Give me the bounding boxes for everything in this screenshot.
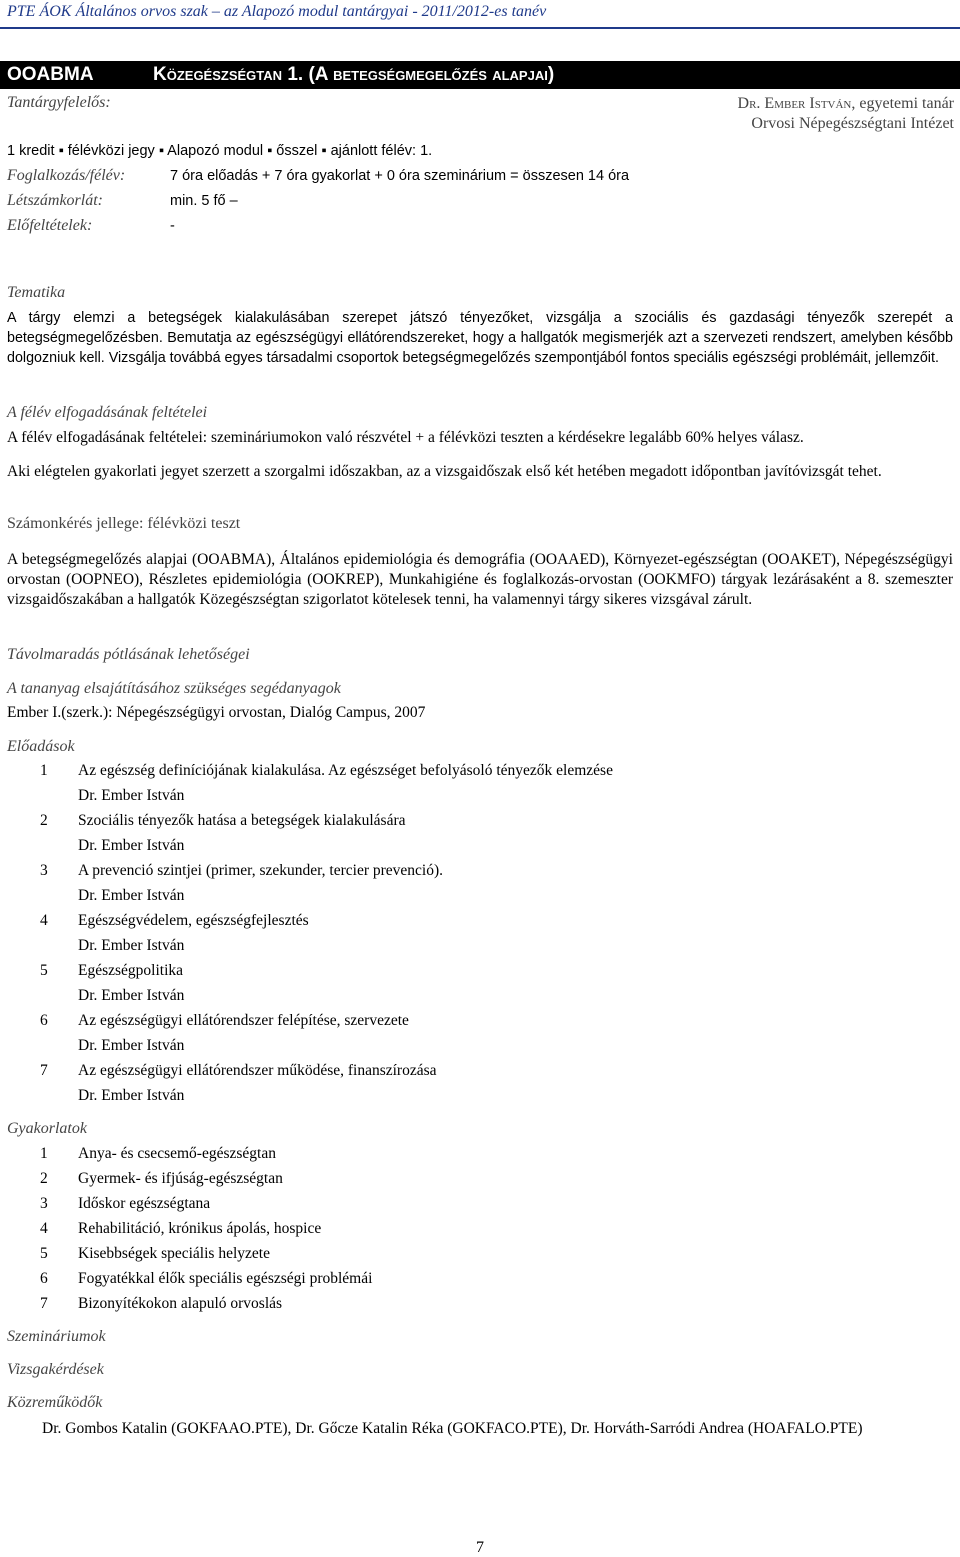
practical-title: Időskor egészségtana (78, 1195, 211, 1212)
lecture-number: 7 (40, 1062, 48, 1079)
responsible-block (738, 94, 954, 134)
course-name: Közegészségtan 1. (A betegségmegelőzés alapjai) (153, 64, 555, 85)
responsible-name: Dr. Ember István (737, 95, 852, 112)
lecture-lecturer: Dr. Ember István (78, 1087, 185, 1104)
section-title-assessment: Számonkérés jellege: félévközi teszt (7, 515, 241, 532)
lecture-lecturer: Dr. Ember István (78, 887, 185, 904)
lecture-title: Szociális tényezők hatása a betegségek kialakulására (78, 812, 406, 829)
course-title-bar (0, 61, 960, 89)
lecture-lecturer: Dr. Ember István (78, 987, 185, 1004)
tematika-text: A tárgy elemzi a betegségek kialakulásában szerepet játszó tényezőket, vizsgálja a szociális és gazdasági tényezők szerepét a betegségmegelőzésben. Bemutatja az egészségügyi ellátórendszereket, hogy a hallgatók megismerjék azt a szervezeti rendszert, amelyben később dolgozniuk kell. Vizsgálja továbbá egyes társadalmi csoportok betegségmegelőzés szempontjából fontos speciális egészségi problémáit, jellemzőit. (7, 310, 953, 366)
practical-number: 6 (40, 1270, 48, 1287)
practical-title: Anya- és csecsemő-egészségtan (78, 1145, 276, 1162)
practical-number: 2 (40, 1170, 48, 1187)
practical-number: 4 (40, 1220, 48, 1237)
contributors-text: Dr. Gombos Katalin (GOKFAAO.PTE), Dr. Gőcze Katalin Réka (GOKFACO.PTE), Dr. Horváth-Sarródi Andrea (HOAFALO.PTE) (42, 1420, 863, 1437)
lecture-number: 4 (40, 912, 48, 929)
lecture-number: 1 (40, 762, 48, 779)
lecture-title: Az egészségügyi ellátórendszer felépítése, szervezete (78, 1012, 409, 1029)
practical-title: Gyermek- és ifjúság-egészségtan (78, 1170, 283, 1187)
lecture-lecturer: Dr. Ember István (78, 837, 185, 854)
lecture-number: 5 (40, 962, 48, 979)
lecture-title: Egészségvédelem, egészségfejlesztés (78, 912, 309, 929)
info-label-prereq: Előfeltételek: (7, 217, 93, 234)
practical-title: Fogyatékkal élők speciális egészségi problémái (78, 1270, 373, 1287)
lecture-number: 6 (40, 1012, 48, 1029)
info-value-headcount: min. 5 fő – (170, 193, 238, 209)
acceptance-text-2: Aki elégtelen gyakorlati jegyet szerzett a szorgalmi időszakban, az a vizsgaidőszak első két hetében megadott időpontban javítóvizsgát tehet. (7, 463, 882, 480)
section-title-exam-questions: Vizsgakérdések (7, 1361, 104, 1378)
section-title-practicals: Gyakorlatok (7, 1120, 87, 1137)
lecture-lecturer: Dr. Ember István (78, 1037, 185, 1054)
lecture-lecturer: Dr. Ember István (78, 937, 185, 954)
lecture-title: A prevenció szintjei (primer, szekunder, tercier prevenció). (78, 862, 443, 879)
assessment-text: A betegségmegelőzés alapjai (OOABMA), Általános epidemiológia és demográfia (OOAAED), Környezet-egészségtan (OOAKET), Népegészségügyi orvostan (OOPNEO), Részletes epidemiológia (OOKREP), Munkahigiéne és foglalkozás-orvostan (OOKMFO) tárgyak lezárásaként a 8. szemeszter vizsgaidőszakában a hallgatók Közegészségtan szigorlatot kötelesek tenni, ha valamennyi tárgy sikeres vizsgával zárult. (7, 551, 953, 608)
running-header: PTE ÁOK Általános orvos szak – az Alapozó modul tantárgyai - 2011/2012-es tanév (7, 3, 547, 20)
practical-number: 7 (40, 1295, 48, 1312)
section-title-lectures: Előadások (7, 738, 75, 755)
section-title-absence: Távolmaradás pótlásának lehetőségei (7, 646, 250, 663)
section-title-acceptance: A félév elfogadásának feltételei (7, 404, 208, 421)
acceptance-text-1: A félév elfogadásának feltételei: szemináriumokon való részvétel + a félévközi teszten a kérdésekre legalább 60% helyes válasz. (7, 429, 804, 446)
course-code: OOABMA (7, 64, 94, 85)
info-label-schedule: Foglalkozás/félév: (7, 167, 126, 184)
materials-text: Ember I.(szerk.): Népegészségügyi orvostan, Dialóg Campus, 2007 (7, 704, 426, 721)
lecture-title: Az egészség definíciójának kialakulása. Az egészséget befolyásoló tényezők elemzése (78, 762, 613, 779)
info-value-prereq: - (170, 218, 175, 234)
header-rule (0, 27, 960, 29)
lecture-number: 3 (40, 862, 48, 879)
section-title-tematika: Tematika (7, 284, 66, 301)
practical-title: Bizonyítékokon alapuló orvoslás (78, 1295, 283, 1312)
practical-number: 5 (40, 1245, 48, 1262)
practical-number: 1 (40, 1145, 48, 1162)
lecture-number: 2 (40, 812, 48, 829)
responsible-label: Tantárgyfelelős: (7, 94, 111, 111)
credit-line: 1 kredit ▪ félévközi jegy ▪ Alapozó modul ▪ ősszel ▪ ajánlott félév: 1. (7, 143, 433, 159)
info-value-schedule: 7 óra előadás + 7 óra gyakorlat + 0 óra szeminárium = összesen 14 óra (170, 168, 630, 184)
lecture-lecturer: Dr. Ember István (78, 787, 185, 804)
page-number: 7 (476, 1539, 484, 1556)
practical-number: 3 (40, 1195, 48, 1212)
responsible-title: , egyetemi tanár (851, 95, 954, 112)
lecture-title: Az egészségügyi ellátórendszer működése, finanszírozása (78, 1062, 437, 1079)
info-label-headcount: Létszámkorlát: (7, 192, 103, 209)
section-title-contributors: Közreműködők (7, 1394, 103, 1411)
lecture-title: Egészségpolitika (78, 962, 184, 979)
practical-title: Rehabilitáció, krónikus ápolás, hospice (78, 1220, 322, 1237)
responsible-institute: Orvosi Népegészségtani Intézet (751, 115, 954, 132)
section-title-seminars: Szemináriumok (7, 1328, 106, 1345)
practical-title: Kisebbségek speciális helyzete (78, 1245, 270, 1262)
section-title-materials: A tananyag elsajátításához szükséges segédanyagok (7, 680, 341, 697)
